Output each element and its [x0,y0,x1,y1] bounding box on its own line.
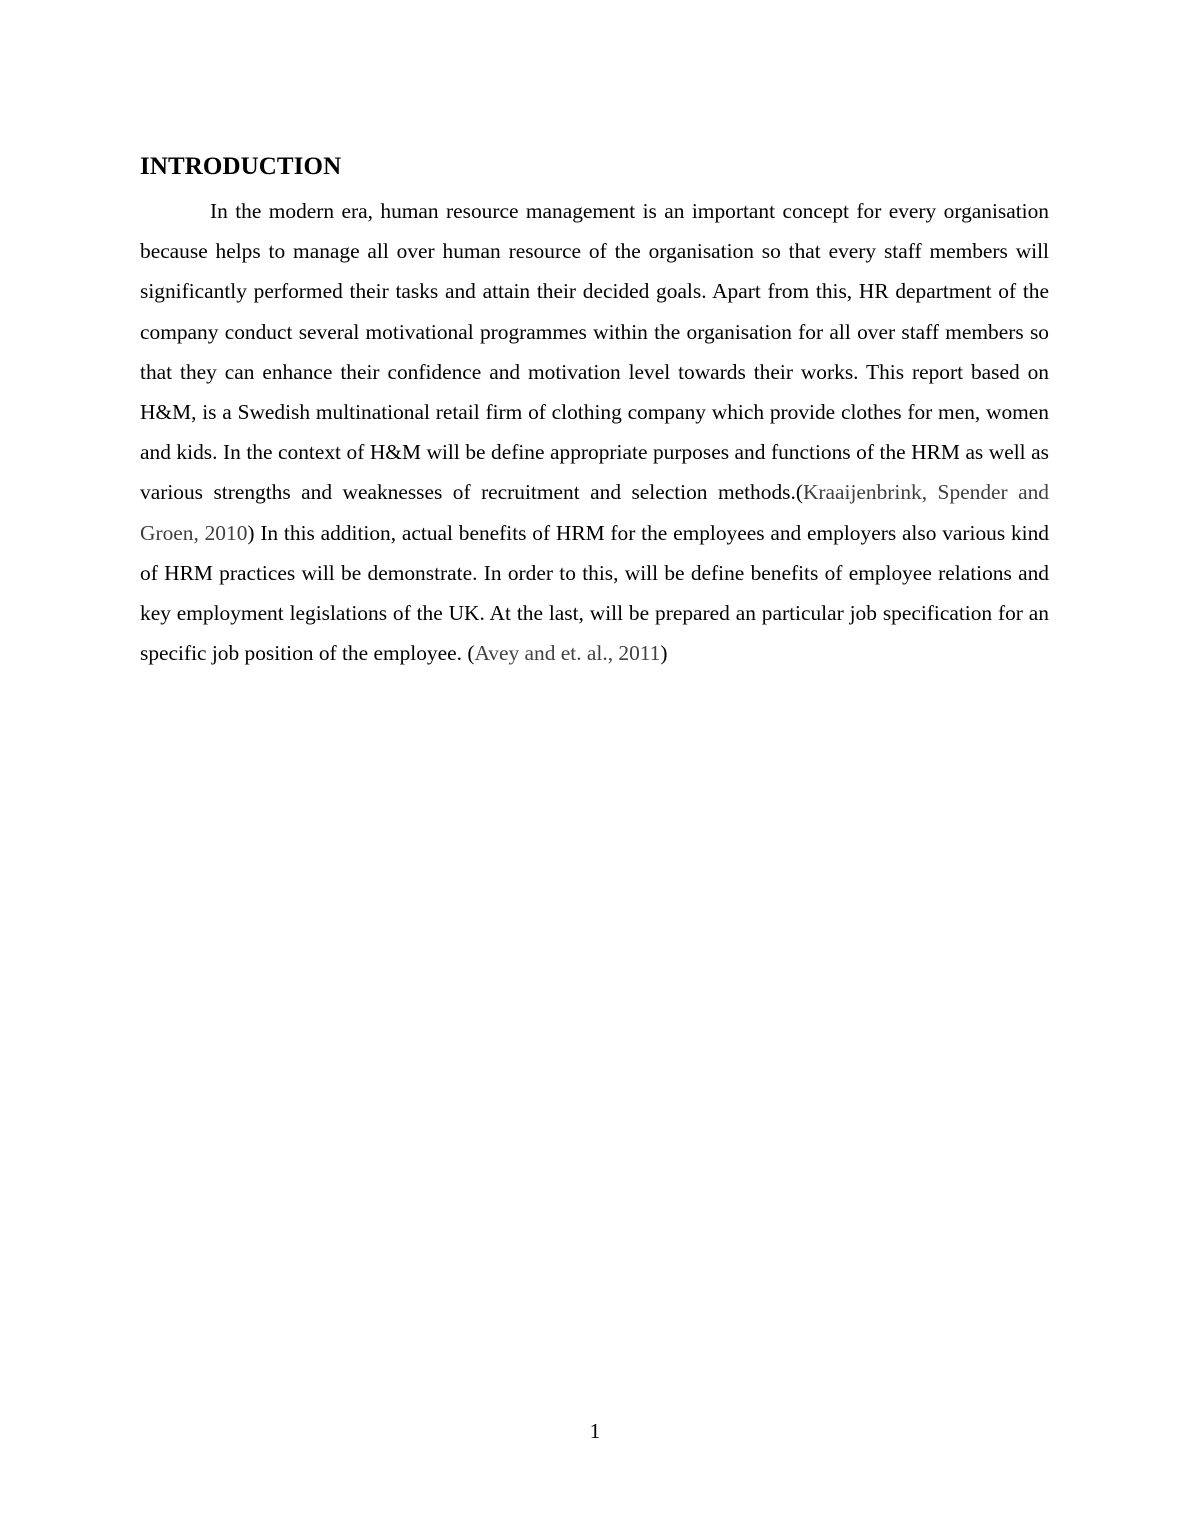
paragraph-text-part-3: ) [660,641,668,666]
paragraph-text-part-2: ) In this addition, actual benefits of HRM for the employees and employers also various kind of HRM practices will be demonstrate. In order to this, will be define benefits of employee relations and key employment legislations of the UK. At the last, will be prepared an particular job specification for an specific job position of the employee. ( [140,520,1049,666]
citation-kraaijenbrink: Kraaijenbrink, Spender and Groen, 2010 [140,480,1049,545]
citation-avey: Avey and et. al., 2011 [474,641,661,666]
page-number: 1 [589,1419,601,1443]
paragraph-text-part-1: In the modern era, human resource management is an important concept for every organisation because helps to manage all over human resource of the organisation so that every staff members will significantly performed their tasks and attain their decided goals. Apart from this, HR department of the company conduct several motivational programmes within the organisation for all over staff members so that they can enhance their confidence and motivation level towards their works. This report based on H&M, is a Swedish multinational retail firm of clothing company which provide clothes for men, women and kids. In the context of H&M will be define appropriate purposes and functions of the HRM as well as various strengths and weaknesses of recruitment and selection methods.( [140,199,1049,505]
introduction-paragraph [140,191,1049,673]
section-heading: INTRODUCTION [140,153,342,180]
